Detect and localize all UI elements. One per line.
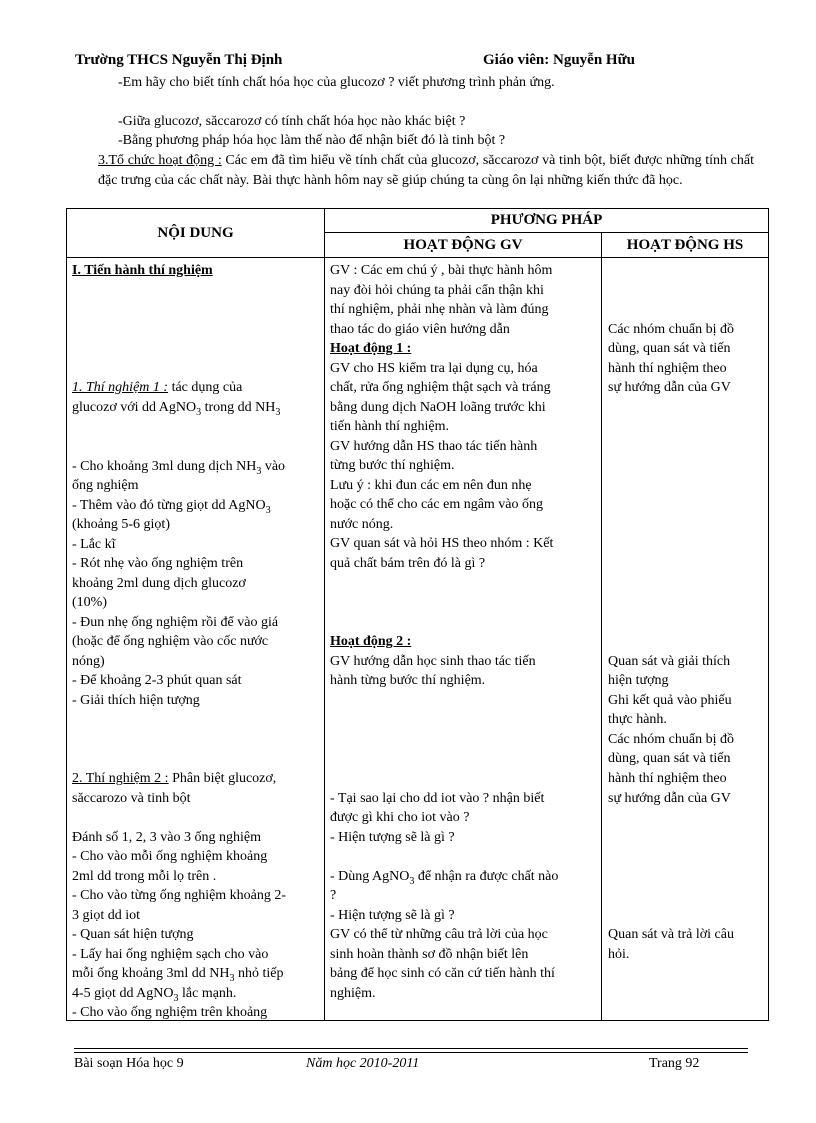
step-1b: ống nghiệm <box>72 478 139 493</box>
hs-line: Các nhóm chuẩn bị đồ <box>608 732 734 747</box>
gv-cell <box>325 258 602 1021</box>
activity-text: Các em đã tìm hiểu về tính chất của glucozơ, săccarozơ và tinh bột, biết được những tính chất đặc trưng của các chất này. Bài thực hành hôm nay sẽ giúp chúng ta cùng ôn lại những kiến thức đã học. <box>98 153 754 188</box>
gv-line: - Hiện tượng sẽ là gì ? <box>330 830 455 845</box>
gv-line: sinh hoàn thành sơ đồ nhận biết lên <box>330 947 529 962</box>
activity-1-heading: Hoạt động 1 : <box>330 341 412 356</box>
school-name: Trường THCS Nguyễn Thị Định <box>75 52 283 68</box>
header-content: NỘI DUNG <box>67 209 325 258</box>
step-4b: khoảng 2ml dung dịch glucozơ <box>72 576 246 591</box>
question-1: -Em hãy cho biết tính chất hóa học của glucozơ ? viết phương trình phản ứng. <box>118 75 555 90</box>
question-3: -Bằng phương pháp hóa học làm thế nào để nhận biết đó là tinh bột ? <box>118 133 506 148</box>
gv-line: - Hiện tượng sẽ là gì ? <box>330 908 455 923</box>
hs-line: Quan sát và trả lời câu <box>608 927 734 942</box>
exp2-step-3b: 3 giọt dd iot <box>72 908 141 923</box>
hs-line: thực hành. <box>608 712 667 727</box>
gv-line: thao tác do giáo viên hướng dẫn <box>330 322 510 337</box>
step-2b: (khoảng 5-6 giọt) <box>72 517 170 532</box>
hs-line: sự hướng dẫn của GV <box>608 791 731 806</box>
gv-line: tiến hành thí nghiệm. <box>330 419 449 434</box>
exp2-step-2a: - Cho vào mỗi ống nghiệm khoảng <box>72 849 268 864</box>
step-5b: (hoặc để ống nghiệm vào cốc nước <box>72 634 269 649</box>
gv-line: bảng để học sinh có căn cứ tiến hành thí <box>330 966 555 981</box>
step-4c: (10%) <box>72 595 107 610</box>
activity-lead: 3.Tổ chức hoạt động : <box>98 153 222 168</box>
gv-line: ? <box>330 888 337 903</box>
gv-line: GV cho HS kiểm tra lại dụng cụ, hóa <box>330 361 538 376</box>
activity-2-heading: Hoạt động 2 : <box>330 634 412 649</box>
gv-line: GV hướng dẫn học sinh thao tác tiến <box>330 654 536 669</box>
gv-line: GV hướng dẫn HS thao tác tiến hành <box>330 439 538 454</box>
step-5c: nóng) <box>72 654 105 669</box>
hs-line: dùng, quan sát và tiến <box>608 751 731 766</box>
gv-line: nay đòi hỏi chúng ta phải cẩn thận khi <box>330 283 544 298</box>
exp2-title-line: 2. Thí nghiệm 2 : Phân biệt glucozơ, <box>72 771 277 786</box>
hs-cell <box>602 258 769 1021</box>
activity-paragraph <box>98 151 754 191</box>
gv-line: hành từng bước thí nghiệm. <box>330 673 486 688</box>
step-1a: - Cho khoảng 3ml dung dịch $NH_3$ vào <box>72 459 286 477</box>
step-3: - Lắc kĩ <box>72 537 116 552</box>
page-number: Trang 92 <box>649 1056 700 1071</box>
section-title: I. Tiến hành thí nghiệm <box>72 263 213 278</box>
hs-line: hiện tượng <box>608 673 669 688</box>
exp2-step-3a: - Cho vào từng ống nghiệm khoảng 2- <box>72 888 287 903</box>
exp2-step-5a: - Lấy hai ống nghiệm sạch cho vào <box>72 947 269 962</box>
step-6: - Để khoảng 2-3 phút quan sát <box>72 673 242 688</box>
gv-line: được gì khi cho iot vào ? <box>330 810 470 825</box>
header-method: PHƯƠNG PHÁP <box>325 209 769 233</box>
gv-line: thí nghiệm, phải nhẹ nhàn và làm đúng <box>330 302 549 317</box>
teacher-name: Giáo viên: Nguyễn Hữu <box>483 52 635 68</box>
hs-line: hỏi. <box>608 947 630 962</box>
exp2-step-5b: mỗi ống khoảng 3ml dd $NH_3$ nhỏ tiếp <box>72 966 284 984</box>
footer-school-year: Năm học 2010-2011 <box>306 1056 420 1071</box>
gv-line: hoặc có thể cho các em ngâm vào ống <box>330 497 544 512</box>
hs-line: hành thí nghiệm theo <box>608 771 727 786</box>
hs-line: dùng, quan sát và tiến <box>608 341 731 356</box>
step-5a: - Đun nhẹ ống nghiệm rồi để vào giá <box>72 615 279 630</box>
gv-line: - Tại sao lại cho dd iot vào ? nhận biết <box>330 791 545 806</box>
exp2-title-line-2: săccarozo và tinh bột <box>72 791 191 806</box>
step-4a: - Rót nhẹ vào ống nghiệm trên <box>72 556 244 571</box>
header-hs: HOẠT ĐỘNG HS <box>602 233 769 258</box>
gv-line: nghiệm. <box>330 986 376 1001</box>
gv-line: từng bước thí nghiệm. <box>330 458 455 473</box>
step-7: - Giải thích hiện tượng <box>72 693 200 708</box>
gv-line: GV có thể từ những câu trả lời của học <box>330 927 548 942</box>
page-header <box>75 52 755 72</box>
gv-line: Lưu ý : khi đun các em nên đun nhẹ <box>330 478 532 493</box>
exp1-title-line-2: glucozơ với dd AgNO$_3$ trong dd $NH_3$ <box>72 400 281 418</box>
gv-line: chất, rửa ống nghiệm thật sạch và tráng <box>330 380 551 395</box>
lesson-table <box>66 208 769 1021</box>
content-cell <box>67 258 325 1021</box>
exp2-step-6: - Cho vào ống nghiệm trên khoảng <box>72 1005 268 1020</box>
gv-line: quả chất bám trên đó là gì ? <box>330 556 486 571</box>
exp2-step-4: - Quan sát hiện tượng <box>72 927 194 942</box>
hs-line: Quan sát và giải thích <box>608 654 731 669</box>
exp2-step-5c: 4-5 giọt dd AgNO$_3$ lắc mạnh. <box>72 986 237 1004</box>
header-gv: HOẠT ĐỘNG GV <box>325 233 602 258</box>
exp2-step-1: Đánh số 1, 2, 3 vào 3 ống nghiệm <box>72 830 261 845</box>
question-2: -Giữa glucozơ, săccarozơ có tính chất hóa học nào khác biệt ? <box>118 114 466 129</box>
gv-line: nước nóng. <box>330 517 394 532</box>
gv-line: - Dùng AgNO$_3$ để nhận ra được chất nào <box>330 869 559 887</box>
hs-line: Ghi kết quả vào phiếu <box>608 693 732 708</box>
hs-line: hành thí nghiệm theo <box>608 361 727 376</box>
gv-line: bằng dung dịch NaOH loãng trước khi <box>330 400 546 415</box>
footer-divider <box>74 1048 748 1049</box>
footer-subject: Bài soạn Hóa học 9 <box>74 1056 184 1071</box>
gv-line: GV quan sát và hỏi HS theo nhóm : Kết <box>330 536 554 551</box>
hs-line: Các nhóm chuẩn bị đồ <box>608 322 734 337</box>
exp2-step-2b: 2ml dd trong mỗi lọ trên . <box>72 869 217 884</box>
step-2a: - Thêm vào đó từng giọt dd AgNO$_3$ <box>72 498 271 516</box>
gv-line: GV : Các em chú ý , bài thực hành hôm <box>330 263 553 278</box>
exp1-title-line: 1. Thí nghiệm 1 : tác dụng của <box>72 380 243 395</box>
hs-line: sự hướng dẫn của GV <box>608 380 731 395</box>
footer-divider <box>74 1052 748 1053</box>
